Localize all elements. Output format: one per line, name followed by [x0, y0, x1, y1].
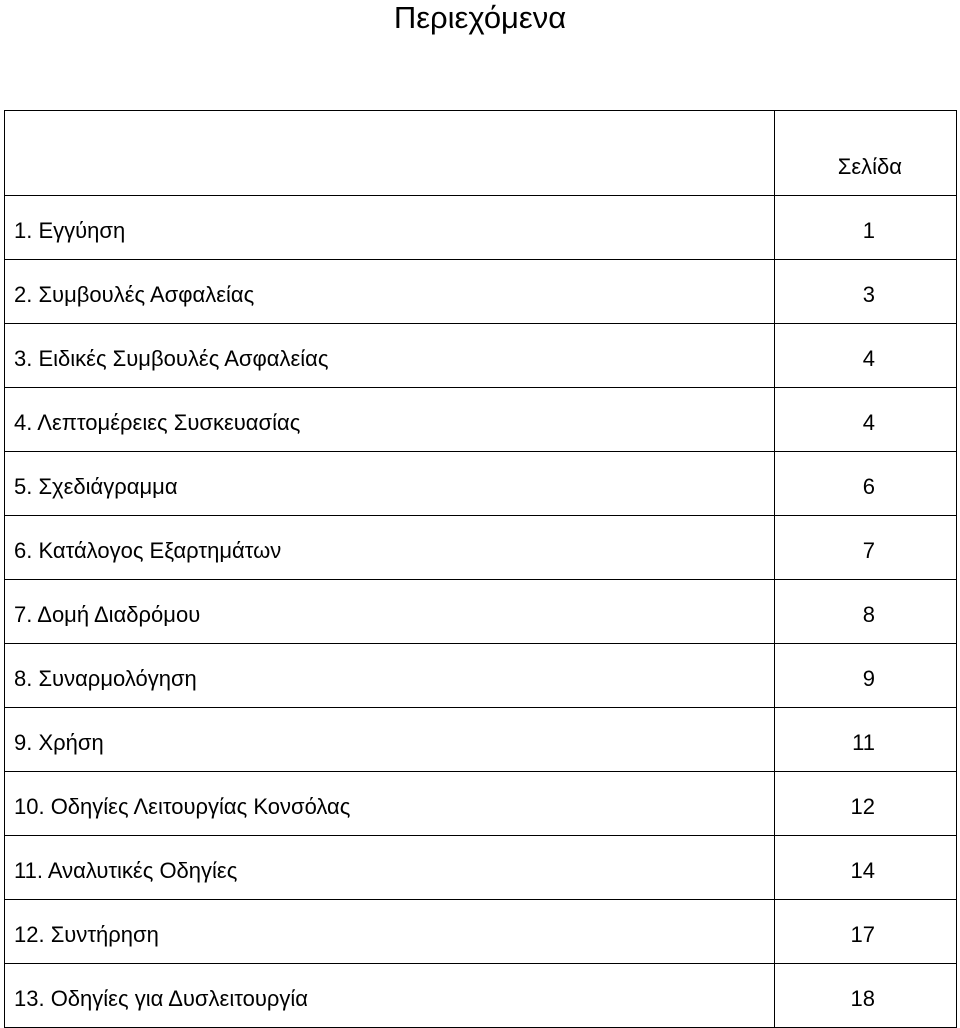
toc-entry-page: 6 [775, 452, 957, 516]
toc-entry-page: 4 [775, 324, 957, 388]
toc-entry-page: 14 [775, 836, 957, 900]
toc-entry-page: 1 [775, 196, 957, 260]
toc-entry-page: 11 [775, 708, 957, 772]
toc-entry-title[interactable]: 4. Λεπτομέρειες Συσκευασίας [5, 388, 775, 452]
toc-row[interactable] [5, 644, 957, 708]
toc-entry-page: 18 [775, 964, 957, 1028]
page-title: Περιεχόμενα [393, 0, 567, 35]
toc-entry-title[interactable]: 12. Συντήρηση [5, 900, 775, 964]
toc-entry-title[interactable]: 3. Ειδικές Συμβουλές Ασφαλείας [5, 324, 775, 388]
toc-entry-page: 3 [775, 260, 957, 324]
toc-entry-title[interactable]: 2. Συμβουλές Ασφαλείας [5, 260, 775, 324]
toc-table [4, 110, 957, 1028]
toc-entry-title[interactable]: 1. Εγγύηση [5, 196, 775, 260]
toc-row[interactable] [5, 452, 957, 516]
toc-row[interactable] [5, 196, 957, 260]
toc-entry-title[interactable]: 11. Αναλυτικές Οδηγίες [5, 836, 775, 900]
toc-row[interactable] [5, 836, 957, 900]
toc-entry-page: 9 [775, 644, 957, 708]
toc-entry-page: 7 [775, 516, 957, 580]
toc-entry-title[interactable]: 5. Σχεδιάγραμμα [5, 452, 775, 516]
toc-entry-title[interactable]: 7. Δομή Διαδρόμου [5, 580, 775, 644]
toc-row[interactable] [5, 260, 957, 324]
toc-row[interactable] [5, 388, 957, 452]
toc-header-page-label: Σελίδα [775, 111, 957, 196]
toc-entry-page: 12 [775, 772, 957, 836]
toc-entry-page: 17 [775, 900, 957, 964]
toc-header-title-cell [5, 111, 775, 196]
toc-row[interactable] [5, 708, 957, 772]
toc-entry-title[interactable]: 10. Οδηγίες Λειτουργίας Κονσόλας [5, 772, 775, 836]
toc-entry-title[interactable]: 9. Χρήση [5, 708, 775, 772]
toc-row[interactable] [5, 964, 957, 1028]
toc-entry-page: 8 [775, 580, 957, 644]
toc-row[interactable] [5, 580, 957, 644]
toc-header-row [5, 111, 957, 196]
toc-row[interactable] [5, 772, 957, 836]
toc-row[interactable] [5, 516, 957, 580]
toc-entry-title[interactable]: 13. Οδηγίες για Δυσλειτουργία [5, 964, 775, 1028]
toc-row[interactable] [5, 324, 957, 388]
toc-entry-title[interactable]: 6. Κατάλογος Εξαρτημάτων [5, 516, 775, 580]
toc-entry-page: 4 [775, 388, 957, 452]
toc-entry-title[interactable]: 8. Συναρμολόγηση [5, 644, 775, 708]
